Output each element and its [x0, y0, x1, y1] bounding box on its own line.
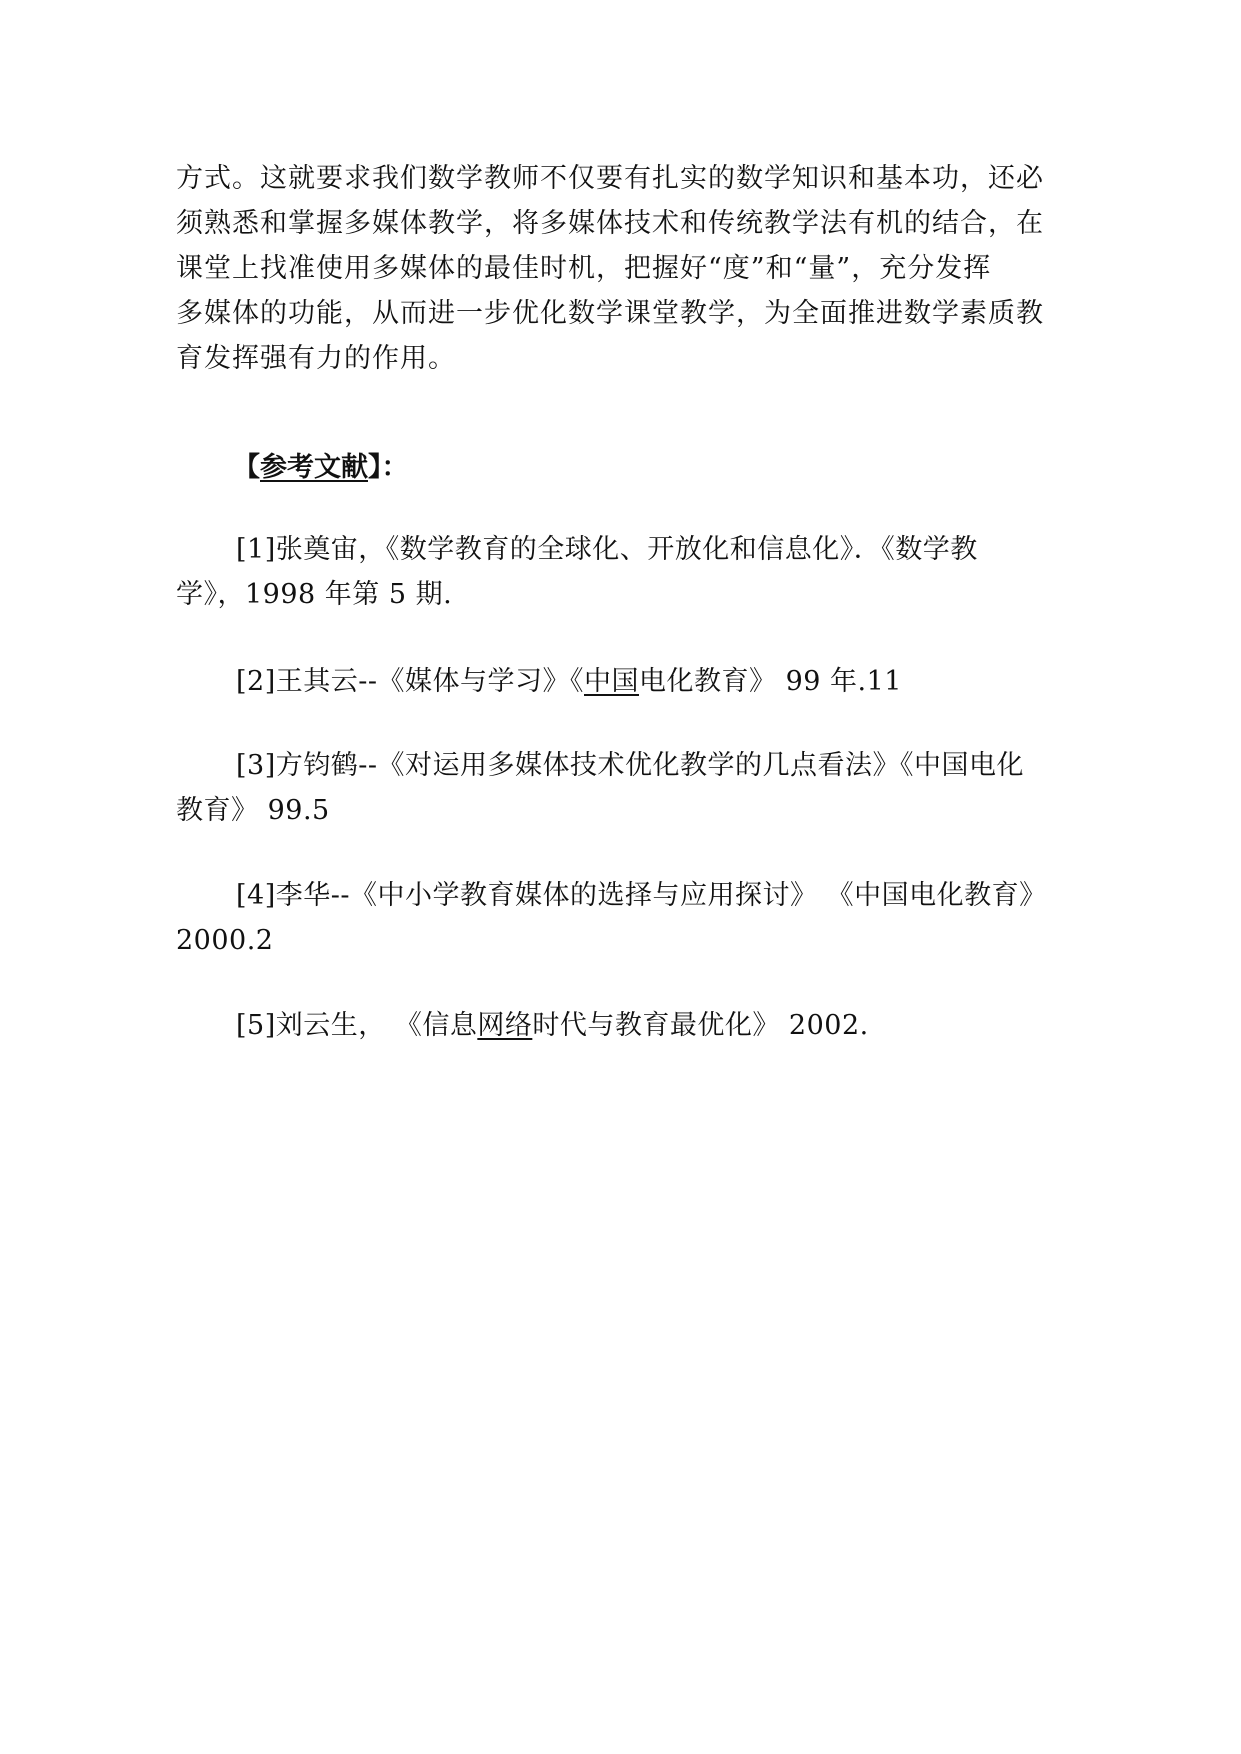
reference-item-5 — [176, 1003, 1106, 1048]
body-line: 育发挥强有力的作用。 — [176, 343, 456, 374]
references-heading — [233, 448, 409, 488]
reference-line: [1]张奠宙，《数学教育的全球化、开放化和信息化》．《数学教 — [236, 534, 978, 565]
reference-text: [5]刘云生， 《信息 — [236, 1010, 478, 1041]
reference-line — [176, 1003, 1106, 1048]
underlined-text: 中国 — [584, 666, 639, 697]
reference-line — [176, 659, 1106, 704]
reference-line: 学》，1998 年第 5 期. — [176, 579, 453, 610]
reference-item-2 — [176, 659, 1106, 704]
body-line: 方式。这就要求我们数学教师不仅要有扎实的数学知识和基本功，还必 — [176, 163, 1044, 194]
reference-item-4 — [176, 873, 1106, 963]
body-paragraph — [176, 156, 1086, 381]
reference-item-1 — [176, 527, 1106, 617]
body-line: 课堂上找准使用多媒体的最佳时机，把握好“度”和“量”，充分发挥 — [176, 253, 992, 284]
reference-line: 教育》 99.5 — [176, 795, 330, 826]
heading-bracket-open: 【 — [233, 452, 260, 483]
heading-text: 参考文献 — [260, 452, 368, 483]
body-line: 多媒体的功能，从而进一步优化数学课堂教学，为全面推进数学素质教 — [176, 298, 1044, 329]
reference-text: [2]王其云--《媒体与学习》《 — [236, 666, 584, 697]
reference-line: 2000.2 — [176, 925, 274, 956]
heading-bracket-close: 】： — [368, 452, 409, 483]
underlined-text: 网络 — [477, 1010, 533, 1041]
body-line: 须熟悉和掌握多媒体教学，将多媒体技术和传统教学法有机的结合，在 — [176, 208, 1044, 239]
reference-line: [3]方钧鹤--《对运用多媒体技术优化教学的几点看法》《中国电化 — [236, 750, 1024, 781]
reference-text: 电化教育》 99 年.11 — [639, 666, 902, 697]
reference-item-3 — [176, 743, 1106, 833]
reference-line: [4]李华--《中小学教育媒体的选择与应用探讨》 《中国电化教育》 — [236, 880, 1047, 911]
reference-text: 时代与教育最优化》 2002. — [532, 1010, 869, 1041]
